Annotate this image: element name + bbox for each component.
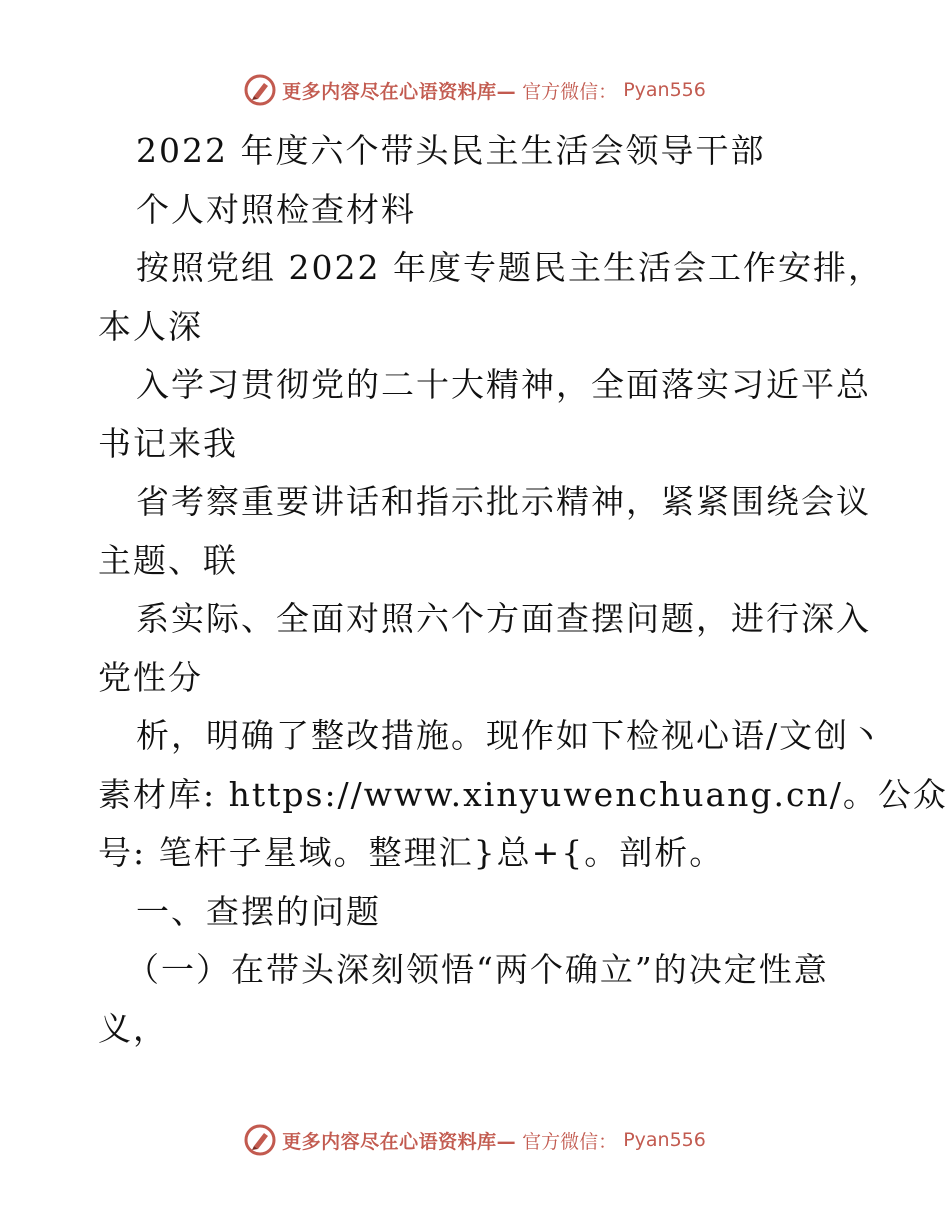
doc-line: 析，明确了整改措施。现作如下检视心语/文创丶	[136, 716, 885, 755]
doc-line: 党性分	[98, 657, 203, 697]
footer-watermark	[0, 1120, 950, 1160]
doc-line: 按照党组 2022 年度专题民主生活会工作安排，	[136, 248, 883, 287]
doc-line: 入学习贯彻党的二十大精神，全面落实习近平总	[136, 365, 871, 404]
watermark-wechat-id: Pyan556	[623, 1129, 706, 1151]
watermark-wechat-label: 官方微信：	[522, 80, 618, 103]
subsection-heading: （一）在带头深刻领悟“两个确立”的决定性意	[126, 950, 829, 989]
doc-line: 本人深	[98, 306, 203, 346]
doc-line: 号: 笔杆子星域。整理汇}总+{。剖析。	[98, 833, 725, 872]
doc-line: 义，	[98, 1008, 168, 1048]
watermark-wechat-label: 官方微信：	[522, 1130, 618, 1153]
doc-title: 2022 年度六个带头民主生活会领导干部	[136, 131, 766, 170]
pen-logo-icon	[244, 74, 276, 106]
doc-line: 素材库: https://www.xinyuwenchuang.cn/。公众	[98, 774, 948, 814]
doc-subtitle: 个人对照检查材料	[136, 189, 416, 229]
doc-line: 书记来我	[98, 423, 238, 463]
watermark-wechat-id: Pyan556	[623, 79, 706, 101]
section-heading: 一、查摆的问题	[136, 891, 381, 931]
watermark-text: 更多内容尽在心语资料库—	[282, 1130, 517, 1153]
document-body	[98, 122, 948, 1058]
doc-line: 系实际、全面对照六个方面查摆问题，进行深入	[136, 599, 871, 638]
doc-line: 省考察重要讲话和指示批示精神，紧紧围绕会议	[136, 482, 871, 521]
doc-line: 主题、联	[98, 540, 238, 580]
pen-logo-icon	[244, 1124, 276, 1156]
watermark-text: 更多内容尽在心语资料库—	[282, 80, 517, 103]
header-watermark	[0, 70, 950, 110]
